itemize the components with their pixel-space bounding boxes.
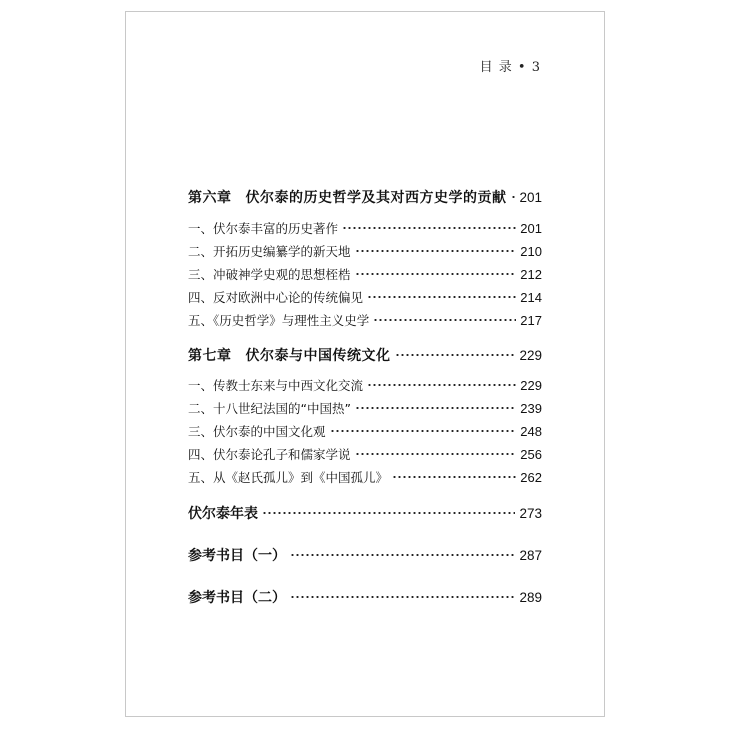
leader-dots <box>290 554 515 556</box>
page-number: 273 <box>519 505 542 521</box>
chapter-title: 伏尔泰的历史哲学及其对西方史学的贡献 <box>245 190 507 206</box>
running-head: 目 录 • 3 <box>479 60 541 75</box>
toc-section[interactable] <box>188 241 542 261</box>
page-number: 210 <box>520 243 542 259</box>
chapter-number: 第七章 <box>188 348 232 364</box>
toc-bibliography-1[interactable] <box>188 545 542 565</box>
page-number: 201 <box>520 220 542 236</box>
section-title: 四、反对欧洲中心论的传统偏见 <box>188 290 364 305</box>
leader-dots <box>342 227 516 229</box>
leader-dots <box>392 476 516 478</box>
leader-dots <box>330 430 517 432</box>
toc-section[interactable] <box>188 421 542 441</box>
toc-chapter-6[interactable] <box>188 187 542 207</box>
section-title: 五、《历史哲学》与理性主义史学 <box>188 313 370 328</box>
section-title: 一、传教士东来与中西文化交流 <box>188 378 364 393</box>
toc-bibliography-2[interactable] <box>188 587 542 607</box>
toc-section[interactable] <box>188 310 542 330</box>
page-number: 214 <box>520 289 542 305</box>
leader-dots <box>355 250 517 252</box>
chapter-number: 第六章 <box>188 190 232 206</box>
section-title: 五、从《赵氏孤儿》到《中国孤儿》 <box>188 470 389 485</box>
toc-section[interactable] <box>188 444 542 464</box>
page-number: 217 <box>520 312 542 328</box>
toc-chapter-7[interactable] <box>188 345 542 365</box>
leader-dots <box>355 407 516 409</box>
chapter-title: 伏尔泰与中国传统文化 <box>245 348 391 364</box>
page-number: 256 <box>520 446 542 462</box>
page-number: 287 <box>519 547 542 563</box>
page-number: 201 <box>519 189 542 205</box>
toc-section[interactable] <box>188 467 542 487</box>
leader-dots <box>373 319 516 321</box>
section-title: 三、冲破神学史观的思想桎梏 <box>188 267 351 282</box>
leader-dots <box>290 596 515 598</box>
leader-dots <box>262 512 515 514</box>
section-title: 二、十八世纪法国的“中国热” <box>188 401 351 416</box>
section-title: 三、伏尔泰的中国文化观 <box>188 424 326 439</box>
leader-dots <box>367 384 516 386</box>
toc-section[interactable] <box>188 218 542 238</box>
entry-title: 伏尔泰年表 <box>188 506 258 522</box>
page-number: 229 <box>520 377 542 393</box>
page-number: 239 <box>520 400 542 416</box>
entry-title: 参考书目（一） <box>188 548 286 564</box>
leader-dots <box>395 354 516 356</box>
page-number: 229 <box>519 347 542 363</box>
section-title: 四、伏尔泰论孔子和儒家学说 <box>188 447 351 462</box>
leader-dots <box>355 453 517 455</box>
section-title: 一、伏尔泰丰富的历史著作 <box>188 221 339 236</box>
toc-section[interactable] <box>188 287 542 307</box>
toc-section[interactable] <box>188 375 542 395</box>
page-number: 262 <box>520 469 542 485</box>
leader-dots <box>355 273 517 275</box>
leader-dots <box>511 196 516 198</box>
page-number: 289 <box>519 589 542 605</box>
page-number: 212 <box>520 266 542 282</box>
page-number: 248 <box>520 423 542 439</box>
toc-chronology[interactable] <box>188 503 542 523</box>
entry-title: 参考书目（二） <box>188 590 286 606</box>
section-title: 二、开拓历史编纂学的新天地 <box>188 244 351 259</box>
book-page <box>125 11 605 717</box>
leader-dots <box>367 296 516 298</box>
toc-section[interactable] <box>188 264 542 284</box>
toc-section[interactable] <box>188 398 542 418</box>
